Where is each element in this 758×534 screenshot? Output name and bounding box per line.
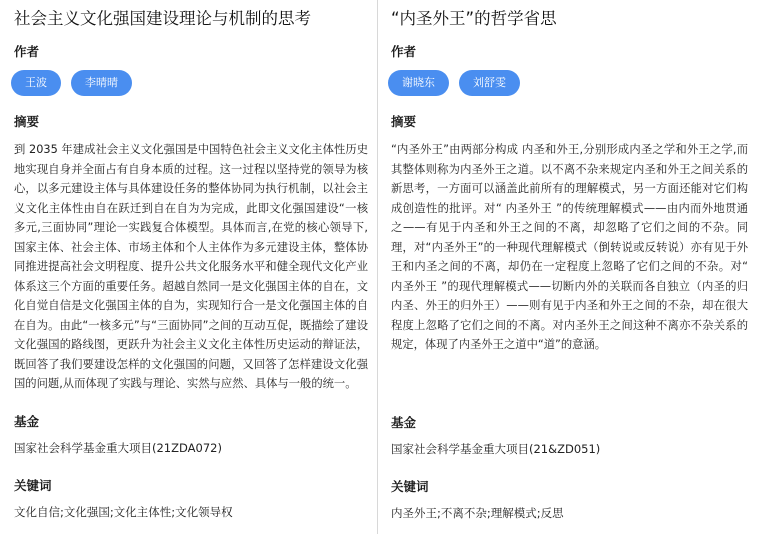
keywords-text[interactable]: 文化自信;文化强国;文化主体性;文化领导权: [14, 504, 233, 519]
keywords-heading: 关键词: [14, 477, 52, 493]
abstract-text: “内圣外王”由两部分构成 内圣和外王,分别形成内圣之学和外王之学,而其整体则称为内圣外王之道。以不离不杂来规定内圣和外王之间关系的新思考，一方面可以涵盖此前所有的理解模式，另一方面还能对它们构成创造性的批评。对“ 内圣外王 ”的传统理解模式——由内而外地贯通之——有见于内圣和外王之间的不离，却忽略了它们之间的不杂。同理，对“内圣外王”的一种现代理解模式（倒转说或反转说）亦有见于外王和内圣之间的不离，却仍在一定程度上忽略了它们之间的不杂。对“ 内圣外王 ”的现代理解模式——切断内外的关联而各自独立（内圣的归内圣、外王的归外王）——则有见于内圣和外王之间的不杂，却在很大程度上忽略了它们之间的不离。对内圣外王之间这种不离亦不杂关系的规定，体现了内圣外王之道中“道”的意涵。: [391, 143, 748, 351]
fund-heading: 基金: [391, 414, 417, 430]
keywords-text[interactable]: 内圣外王;不离不杂;理解模式;反思: [391, 505, 564, 520]
fund-text: 国家社会科学基金重大项目(21&ZD051): [391, 441, 601, 456]
author-chip[interactable]: 谢晓东: [388, 70, 449, 96]
abstract-heading: 摘要: [14, 114, 40, 129]
author-list: [11, 70, 368, 96]
author-list: [388, 70, 748, 96]
fund-text: 国家社会科学基金重大项目(21ZDA072): [14, 440, 222, 455]
abstract-text: 到 2035 年建成社会主义文化强国是中国特色社会主义文化主体性历史地实现自身并全面占有自身本质的过程。这一过程以坚持党的领导为核心，以多元建设主体与具体建设任务的整体协同为执行机制，以社会主义文化主体性由自在跃迁到自在自为为完成，此即文化强国建设“一核多元,三面协同”理论一实践复合体模型。具体而言,在党的核心领导下,国家主体、社会主体、市场主体和个人主体作为多元建设主体，整体协同推进提高社会文明程度、提升公共文化服务水平和健全现代文化产业体系这三个方面的重要任务。超越自然同一是文化强国主体的自在，文化自觉自信是文化强国主体的自为，实现知行合一是文化强国主体的自在自为。由此“一核多元”与“三面协同”之间的互动互促，既描绘了建设文化强国的路线图，更跃升为社会主义文化主体性历史运动的辩证法，既回答了我们要建设怎样的文化强国的问题，又回答了怎样建设文化强国的问题,从而体现了实践与理论、实然与应然、具体与一般的统一。: [14, 143, 368, 390]
author-chip[interactable]: 李晴晴: [71, 70, 132, 96]
paper-title[interactable]: 社会主义文化强国建设理论与机制的思考: [14, 9, 311, 28]
authors-heading: 作者: [391, 44, 417, 59]
abstract-heading: 摘要: [391, 114, 417, 129]
paper-title[interactable]: “内圣外王”的哲学省思: [391, 9, 557, 28]
keywords-heading: 关键词: [391, 478, 429, 494]
author-chip[interactable]: 王波: [11, 70, 61, 96]
fund-heading: 基金: [14, 413, 40, 429]
authors-heading: 作者: [14, 44, 40, 59]
paper-card-right: [379, 0, 758, 534]
column-divider: [377, 0, 378, 534]
author-chip[interactable]: 刘舒雯: [459, 70, 520, 96]
paper-card-left: [0, 0, 378, 534]
